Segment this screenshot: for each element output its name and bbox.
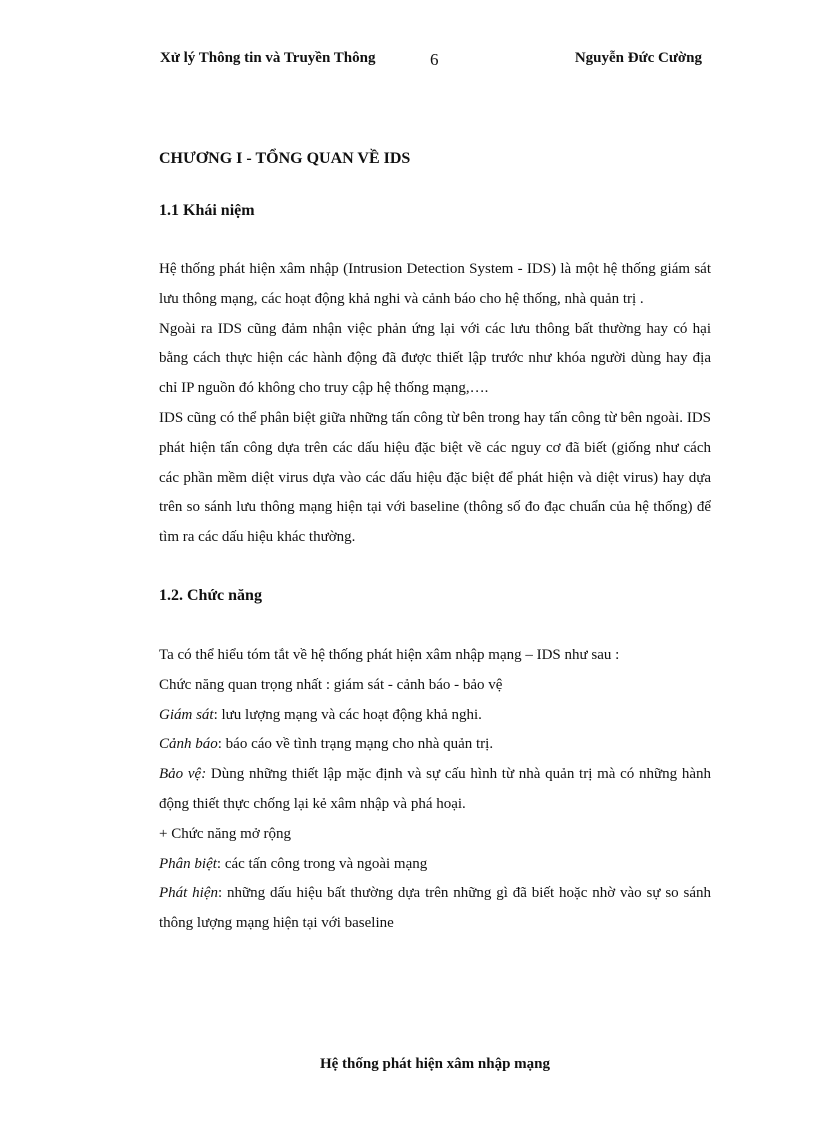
header-author: Nguyễn Đức Cường <box>574 50 702 66</box>
paragraph: IDS cũng có thể phân biệt giữa những tấn công từ bên trong hay tấn công từ bên ngoài. IDS phát hiện tấn công dựa trên các dấu hiệu đặc biệt về các nguy cơ đã biết (giống như cách các phần mềm diệt virus dựa vào các dấu hiệu đặc biệt để phát hiện và diệt virus) hay dựa trên so sánh lưu thông mạng hiện tại với baseline (thông số đo đạc chuẩn của hệ thống) để tìm ra các dấu hiệu khác thường. <box>159 409 711 546</box>
list-item <box>159 879 711 939</box>
section-function-body <box>159 641 711 939</box>
footer-title: Hệ thống phát hiện xâm nhập mạng <box>319 1056 551 1072</box>
list-item <box>159 760 711 820</box>
page-body <box>159 148 711 939</box>
paragraph: + Chức năng mở rộng <box>159 825 292 842</box>
section-heading-concept: 1.1 Khái niệm <box>159 202 255 219</box>
term-distinguish: Phân biệt <box>159 855 217 872</box>
header-course-title: Xử lý Thông tin và Truyền Thông <box>160 50 376 66</box>
paragraph: Ta có thể hiểu tóm tắt về hệ thống phát hiện xâm nhập mạng – IDS như sau : <box>159 646 620 663</box>
term-warn: Cảnh báo <box>159 736 218 753</box>
definition: : những dấu hiệu bất thường dựa trên những gì đã biết hoặc nhờ vào sự so sánh thông lượng mạng hiện tại với baseline <box>159 885 711 932</box>
definition: : lưu lượng mạng và các hoạt động khả nghi. <box>213 706 482 723</box>
page-header <box>160 48 705 72</box>
section-concept-body <box>159 255 711 553</box>
list-item <box>159 730 711 760</box>
list-item <box>159 701 711 731</box>
page-number: 6 <box>430 50 439 69</box>
definition: : báo cáo về tình trạng mạng cho nhà quản trị. <box>217 736 494 753</box>
definition: Dùng những thiết lập mặc định và sự cấu hình từ nhà quản trị mà có những hành động thiết thực chống lại kẻ xâm nhập và phá hoại. <box>159 766 712 812</box>
term-protect: Bảo vệ: <box>159 766 207 783</box>
chapter-title: CHƯƠNG I - TỔNG QUAN VỀ IDS <box>159 150 411 167</box>
term-detect: Phát hiện <box>159 885 219 902</box>
definition: : các tấn công trong và ngoài mạng <box>216 855 428 872</box>
list-item <box>159 850 711 880</box>
term-monitor: Giám sát <box>159 706 214 723</box>
paragraph: Chức năng quan trọng nhất : giám sát - cảnh báo - bảo vệ <box>159 676 503 693</box>
paragraph: Hệ thống phát hiện xâm nhập (Intrusion Detection System - IDS) là một hệ thống giám sát lưu thông mạng, các hoạt động khả nghi và cảnh báo cho hệ thống, nhà quản trị . <box>159 261 711 307</box>
section-heading-function: 1.2. Chức năng <box>159 586 262 604</box>
page-footer <box>0 1056 720 1073</box>
paragraph: Ngoài ra IDS cũng đảm nhận việc phản ứng lại với các lưu thông bất thường hay có hại bằng cách thực hiện các hành động đã được thiết lập trước như khóa người dùng hay địa chỉ IP nguồn đó không cho truy cập hệ thống mạng,…. <box>159 320 711 397</box>
